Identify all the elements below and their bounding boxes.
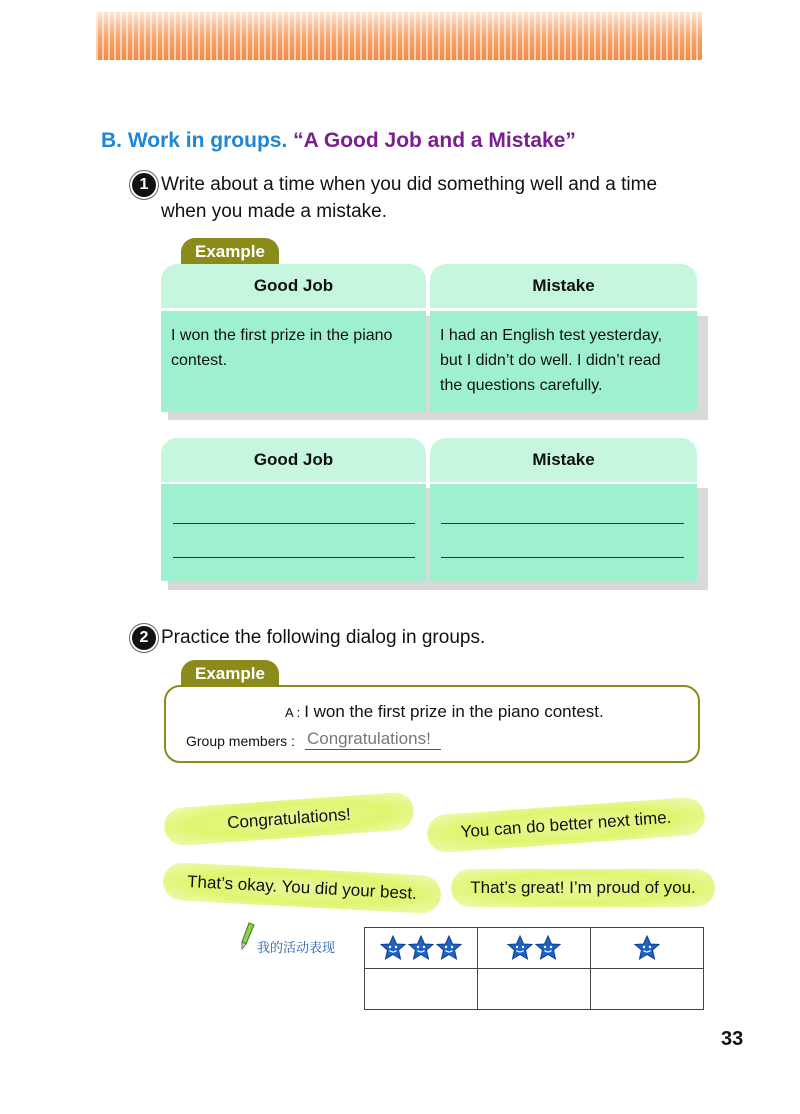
blank-table-header	[161, 438, 697, 482]
example-good-cell	[161, 311, 426, 412]
write-line-mistake-1[interactable]	[441, 523, 684, 524]
blank-mistake-cell[interactable]	[430, 484, 697, 581]
rating-check-2[interactable]	[478, 969, 591, 1010]
section-title	[101, 129, 576, 153]
rating-col-2-stars	[478, 928, 591, 969]
example-tag-2: Example	[181, 660, 279, 688]
speaker-a-label: A :	[285, 705, 301, 720]
phrase-congratulations: Congratulations!	[163, 791, 415, 846]
star-icon	[634, 935, 660, 961]
example-mistake-cell	[430, 311, 697, 412]
section-lead: B. Work in groups.	[101, 129, 288, 152]
write-line-good-2[interactable]	[173, 557, 415, 558]
step-number-1: 1	[132, 173, 156, 197]
blank-good-cell[interactable]	[161, 484, 426, 581]
header-mistake: Mistake	[430, 264, 697, 308]
task1-line-1: Write about a time when you did something well and a time	[161, 174, 658, 195]
write-line-mistake-2[interactable]	[441, 557, 684, 558]
rating-check-3[interactable]	[365, 969, 478, 1010]
phrase-proud-of-you: That’s great! I’m proud of you.	[451, 869, 715, 907]
activity-name: “A Good Job and a Mistake”	[293, 129, 576, 152]
example-table-body	[161, 311, 697, 412]
example-good-line-2: contest.	[171, 352, 228, 369]
activity-performance-label: 我的活动表现	[257, 940, 336, 955]
group-members-label: Group members :	[186, 733, 295, 749]
blank-table-body	[161, 484, 697, 581]
phrase-do-better: You can do better next time.	[426, 796, 706, 853]
phrase-thats-okay: That’s okay. You did your best.	[162, 862, 442, 914]
example-mistake-line-1: I had an English test yesterday,	[440, 327, 663, 344]
task2-instructions: Practice the following dialog in groups.	[161, 627, 486, 648]
blank-header-mistake: Mistake	[430, 438, 697, 482]
example-mistake-line-2: but I didn’t do well. I didn’t read	[440, 352, 661, 369]
rating-check-1[interactable]	[591, 969, 704, 1010]
task1-line-2: when you made a mistake.	[161, 201, 388, 222]
page-number: 33	[721, 1028, 744, 1050]
rating-stars-row	[365, 928, 704, 969]
task1-instructions	[161, 171, 657, 225]
decorative-header-band	[96, 12, 702, 60]
example-good-line-1: I won the first prize in the piano	[171, 327, 393, 344]
dialog-line-a	[285, 702, 604, 722]
example-table-header	[161, 264, 697, 308]
star-icon	[380, 935, 406, 961]
speaker-a-text: I won the first prize in the piano contest.	[304, 702, 604, 721]
example-tag: Example	[181, 238, 279, 266]
rating-col-1-star	[591, 928, 704, 969]
self-rating-table	[364, 927, 704, 1010]
dialog-example-box	[164, 685, 700, 763]
rating-check-row	[365, 969, 704, 1010]
pencil-icon	[240, 922, 256, 950]
star-icon	[408, 935, 434, 961]
star-icon	[507, 935, 533, 961]
rating-col-3-stars	[365, 928, 478, 969]
star-icon	[535, 935, 561, 961]
blank-header-good-job: Good Job	[161, 438, 426, 482]
write-line-good-1[interactable]	[173, 523, 415, 524]
star-icon	[436, 935, 462, 961]
step-number-2: 2	[132, 626, 156, 650]
header-good-job: Good Job	[161, 264, 426, 308]
group-members-answer: Congratulations!	[305, 729, 441, 750]
example-mistake-line-3: the questions carefully.	[440, 377, 603, 394]
